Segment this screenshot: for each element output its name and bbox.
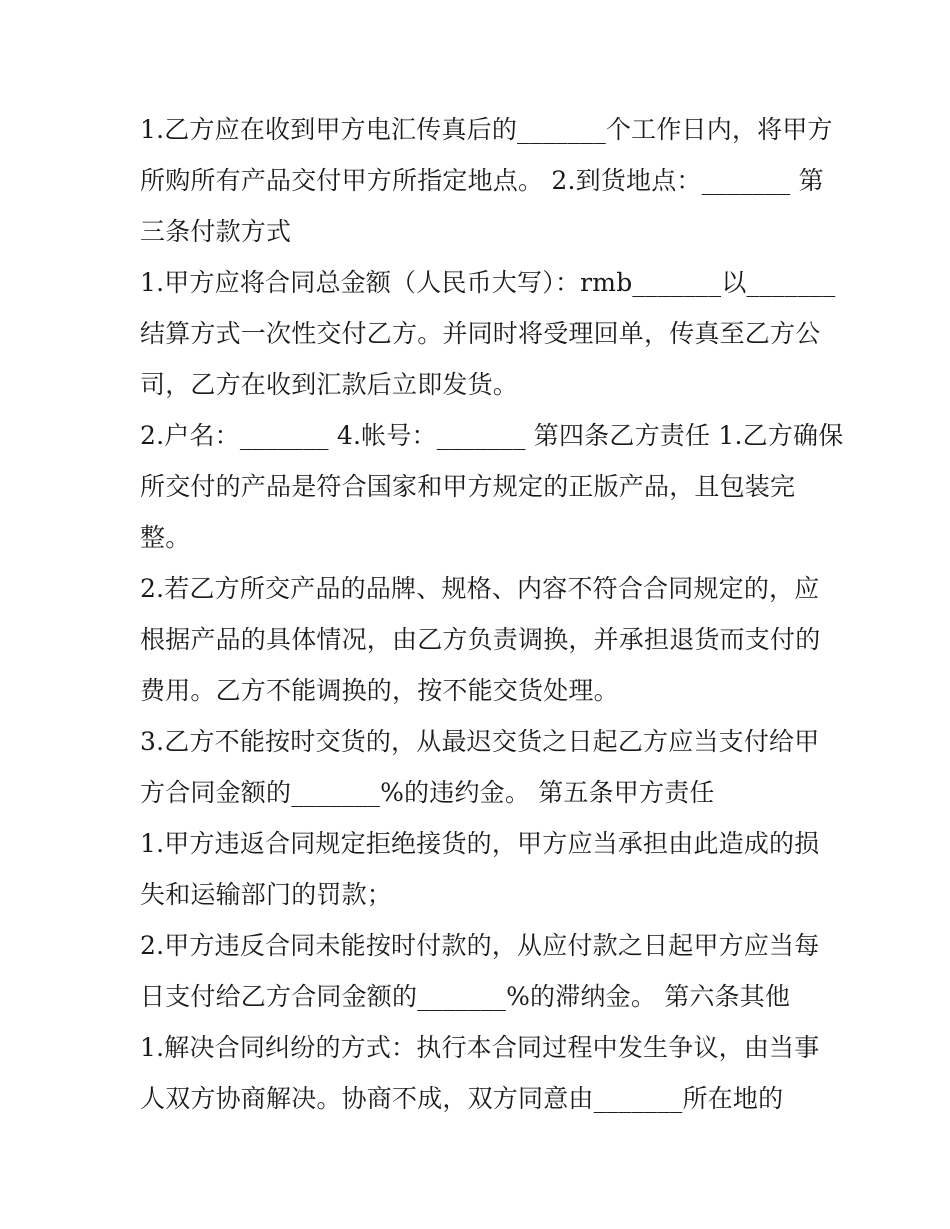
text-line: 2.若乙方所交产品的品牌、规格、内容不符合合同规定的，应 (140, 574, 820, 603)
text-line: 三条付款方式 (140, 217, 292, 246)
text-line: 人双方协商解决。协商不成，双方同意由_______所在地的 (140, 1084, 784, 1113)
text-line: 结算方式一次性交付乙方。并同时将受理回单，传真至乙方公 (140, 319, 821, 348)
text-line: 费用。乙方不能调换的，按不能交货处理。 (140, 676, 619, 705)
text-line: 整。 (140, 523, 191, 552)
text-line: 1.甲方应将合同总金额（人民币大写）：rmb_______以_______ (140, 268, 836, 297)
text-line: 2.户名：_______ 4.帐号：_______ 第四条乙方责任 1.乙方确保 (140, 421, 844, 450)
text-line: 失和运输部门的罚款； (140, 880, 393, 909)
text-line: 方合同金额的_______%的违约金。 第五条甲方责任 (140, 778, 715, 807)
text-line: 根据产品的具体情况，由乙方负责调换，并承担退货而支付的 (140, 625, 821, 654)
text-line: 司，乙方在收到汇款后立即发货。 (140, 370, 519, 399)
text-line: 所交付的产品是符合国家和甲方规定的正版产品，且包装完 (140, 472, 796, 501)
text-line: 1.乙方应在收到甲方电汇传真后的_______个工作日内，将甲方 (140, 115, 833, 144)
text-line: 1.解决合同纠纷的方式：执行本合同过程中发生争议，由当事 (140, 1033, 820, 1062)
text-line: 所购所有产品交付甲方所指定地点。 2.到货地点：_______ 第 (140, 166, 824, 195)
text-line: 2.甲方违反合同未能按时付款的，从应付款之日起甲方应当每 (140, 931, 820, 960)
text-line: 3.乙方不能按时交货的，从最迟交货之日起乙方应当支付给甲 (140, 727, 820, 756)
text-line: 1.甲方违返合同规定拒绝接货的，甲方应当承担由此造成的损 (140, 829, 820, 858)
text-line: 日支付给乙方合同金额的_______%的滞纳金。 第六条其他 (140, 982, 791, 1011)
